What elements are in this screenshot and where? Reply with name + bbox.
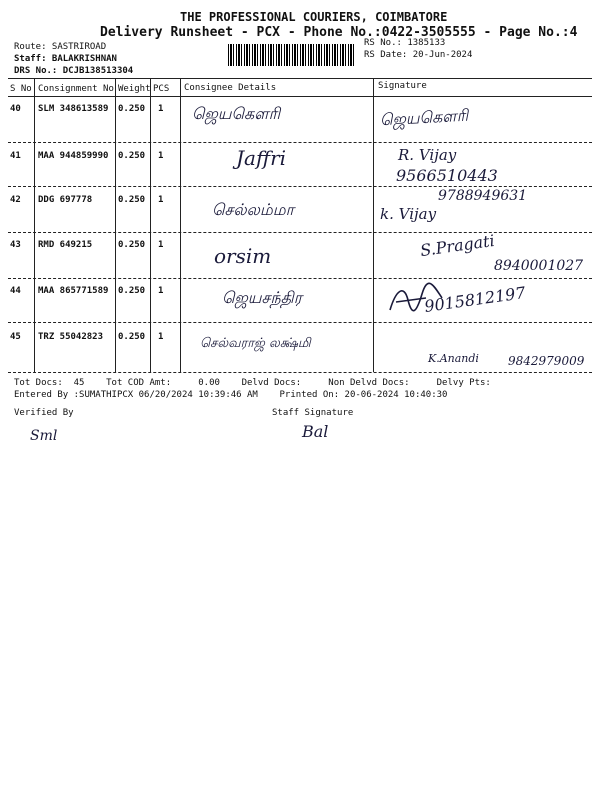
row-divider [8,278,592,279]
col-header-signature: Signature [378,81,427,91]
row-consignment: RMD 649215 [38,240,93,250]
row-pcs: 1 [158,286,164,296]
row-consignment: TRZ 55042823 [38,332,104,342]
summary-line: Tot Docs: 45 Tot COD Amt: 0.00 Delvd Docs: Non Delvd Docs: Delvy Pts: [14,378,491,388]
row-sno: 43 [10,240,21,250]
consignee-handwriting: செல்வராஜ் லக்ஷ்மி [200,336,311,351]
row-sno: 44 [10,286,21,296]
route-label: Route: SASTRIROAD [14,42,107,52]
phone-handwriting: 9015812197 [423,283,527,316]
signature-handwriting: ஜெயகௌரி [379,105,469,130]
row-weight: 0.250 [118,195,146,205]
consignee-handwriting: orsim [214,244,272,268]
staff-signature-label: Staff Signature [272,408,354,418]
row-sno: 41 [10,151,21,161]
signature-handwriting: S.Pragati [419,230,496,261]
col-header-sno: S No [10,84,32,94]
signature-handwriting: R. Vijay [398,146,457,164]
table-header-border [8,96,592,97]
row-pcs: 1 [158,332,164,342]
table-top-border [8,78,592,79]
row-weight: 0.250 [118,240,146,250]
row-pcs: 1 [158,104,164,114]
col-header-weight: Weight [118,84,151,94]
row-weight: 0.250 [118,286,146,296]
col-divider [34,78,35,372]
table-bottom-border [8,372,592,373]
verified-by-label: Verified By [14,408,74,418]
row-sno: 40 [10,104,21,114]
consignee-handwriting: செல்லம்மா [212,200,294,219]
row-sno: 45 [10,332,21,342]
row-consignment: DDG 697778 [38,195,93,205]
consignee-handwriting: ஜெயசந்திர [222,288,303,307]
company-title: THE PROFESSIONAL COURIERS, COIMBATORE [180,10,448,24]
row-weight: 0.250 [118,151,146,161]
col-header-consignee: Consignee Details [184,83,277,93]
row-divider [8,322,592,323]
barcode [228,44,356,66]
phone-handwriting: 9566510443 [396,166,498,185]
rs-number: RS No.: 1385133 [364,38,446,48]
signature-handwriting: k. Vijay [380,205,437,223]
row-divider [8,186,592,187]
consignee-handwriting: ஜெயகௌரி [192,104,281,123]
phone-handwriting: 9788949631 [438,188,528,204]
entered-by-line: Entered By :SUMATHIPCX 06/20/2024 10:39:46 AM Printed On: 20-06-2024 10:40:30 [14,390,448,400]
row-consignment: MAA 865771589 [38,286,109,296]
row-consignment: MAA 944859990 [38,151,109,161]
row-sno: 42 [10,195,21,205]
phone-handwriting: 8940001027 [494,258,584,274]
consignee-handwriting: Jaffri [236,146,287,170]
staff-label: Staff: BALAKRISHNAN [14,54,117,64]
col-divider [373,78,374,372]
col-divider [180,78,181,372]
phone-handwriting: 9842979009 [508,354,585,368]
col-header-consignment: Consignment No [38,84,114,94]
row-pcs: 1 [158,240,164,250]
row-weight: 0.250 [118,332,146,342]
runsheet-subtitle: Delivery Runsheet - PCX - Phone No.:0422-3505555 - Page No.:4 [100,25,578,40]
col-divider [150,78,151,372]
row-pcs: 1 [158,195,164,205]
rs-date: RS Date: 20-Jun-2024 [364,50,473,60]
staff-handwritten-signature: Bal [302,422,329,441]
verified-signature: Sml [30,428,58,444]
row-consignment: SLM 348613589 [38,104,109,114]
row-pcs: 1 [158,151,164,161]
drs-number: DRS No.: DCJB138513304 [14,66,134,76]
signature-handwriting: K.Anandi [428,352,479,365]
row-divider [8,232,592,233]
col-divider [115,78,116,372]
row-divider [8,142,592,143]
col-header-pcs: PCS [153,84,170,94]
row-weight: 0.250 [118,104,146,114]
